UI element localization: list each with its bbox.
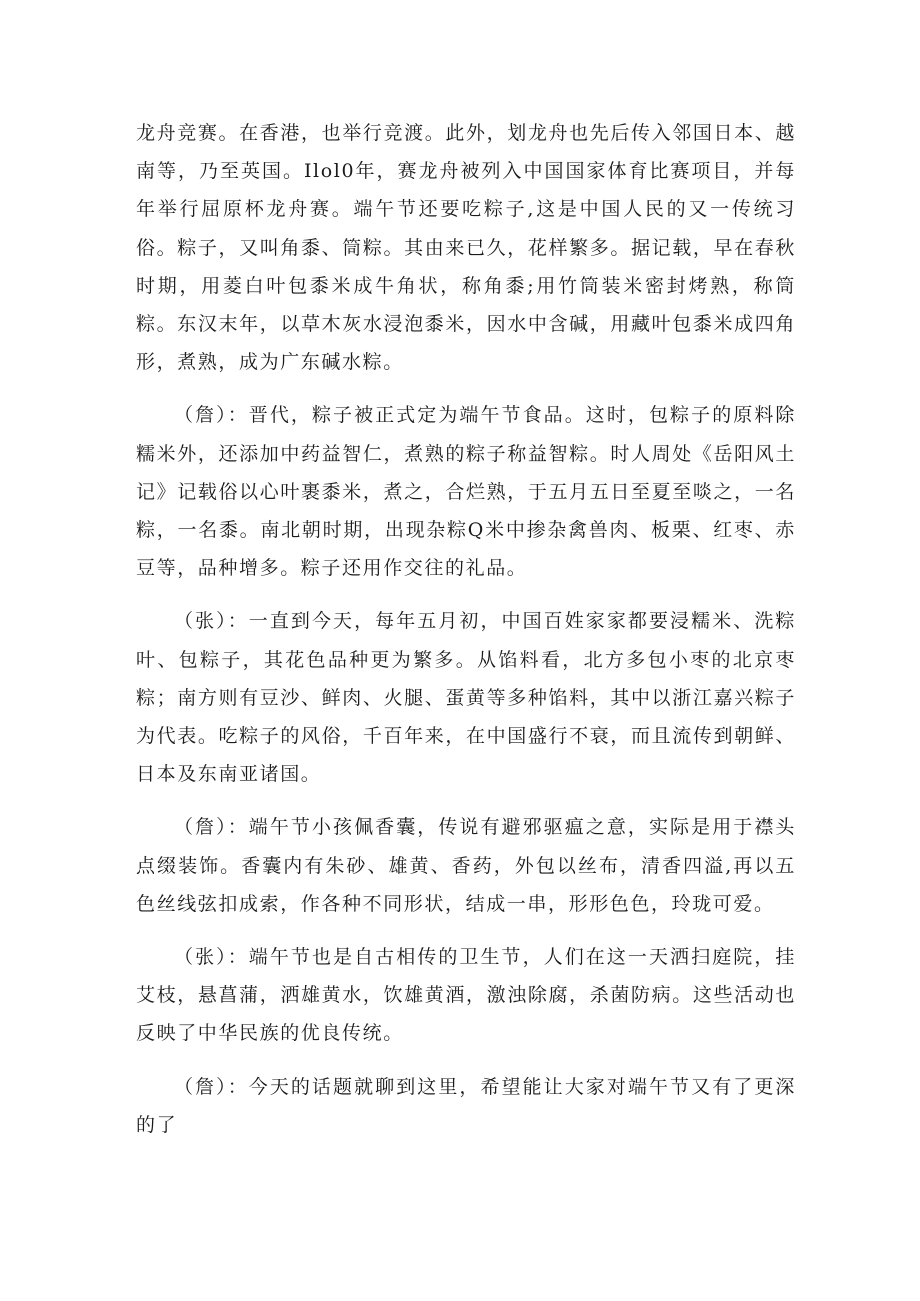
document-body	[136, 114, 796, 1159]
paragraph-zhang-hygiene: （张）：端午节也是自古相传的卫生节，人们在这一天洒扫庭院，挂艾枝，悬菖蒲，洒雄黄水，饮雄黄酒，激浊除腐，杀菌防病。这些活动也反映了中华民族的优良传统。	[136, 946, 796, 1045]
paragraph-zhan-jin-dynasty: （詹）：晋代，粽子被正式定为端午节食品。这时，包粽子的原料除糯米外，还添加中药益智仁，煮熟的粽子称益智粽。时人周处《岳阳风土记》记载俗以心叶裹黍米，煮之，合烂熟，于五月五日至夏至啖之，一名粽，一名黍。南北朝时期，出现杂粽Q米中掺杂禽兽肉、板栗、红枣、赤豆等，品种增多。粽子还用作交往的礼品。	[136, 404, 796, 580]
paragraph-continuation: 龙舟竞赛。在香港，也举行竞渡。此外，划龙舟也先后传入邻国日本、越南等，乃至英国。Ilol0年，赛龙舟被列入中国国家体育比赛项目，并每年举行屈原杯龙舟赛。端午节还要吃粽子,这是中国人民的又一传统习俗。粽子，又叫角黍、筒粽。其由来已久，花样繁多。据记载，早在春秋时期，用菱白叶包黍米成牛角状，称角黍;用竹筒装米密封烤熟，称筒粽。东汉末年，以草木灰水浸泡黍米，因水中含碱，用藏叶包黍米成四角形，煮熟，成为广东碱水粽。	[136, 122, 796, 374]
paragraph-zhan-closing: （詹）：今天的话题就聊到这里，希望能让大家对端午节又有了更深的了	[136, 1075, 796, 1136]
paragraph-zhan-sachet: （詹）：端午节小孩佩香囊，传说有避邪驱瘟之意，实际是用于襟头点缀装饰。香囊内有朱砂、雄黄、香药，外包以丝布，清香四溢,再以五色丝线弦扣成索，作各种不同形状，结成一串，形形色色，玲珑可爱。	[136, 816, 796, 915]
paragraph-zhang-today: （张）：一直到今天，每年五月初，中国百姓家家都要浸糯米、洗粽叶、包粽子，其花色品种更为繁多。从馅料看，北方多包小枣的北京枣粽；南方则有豆沙、鲜肉、火腿、蛋黄等多种馅料，其中以浙江嘉兴粽子为代表。吃粽子的风俗，千百年来，在中国盛行不衰，而且流传到朝鲜、日本及东南亚诸国。	[136, 610, 796, 786]
